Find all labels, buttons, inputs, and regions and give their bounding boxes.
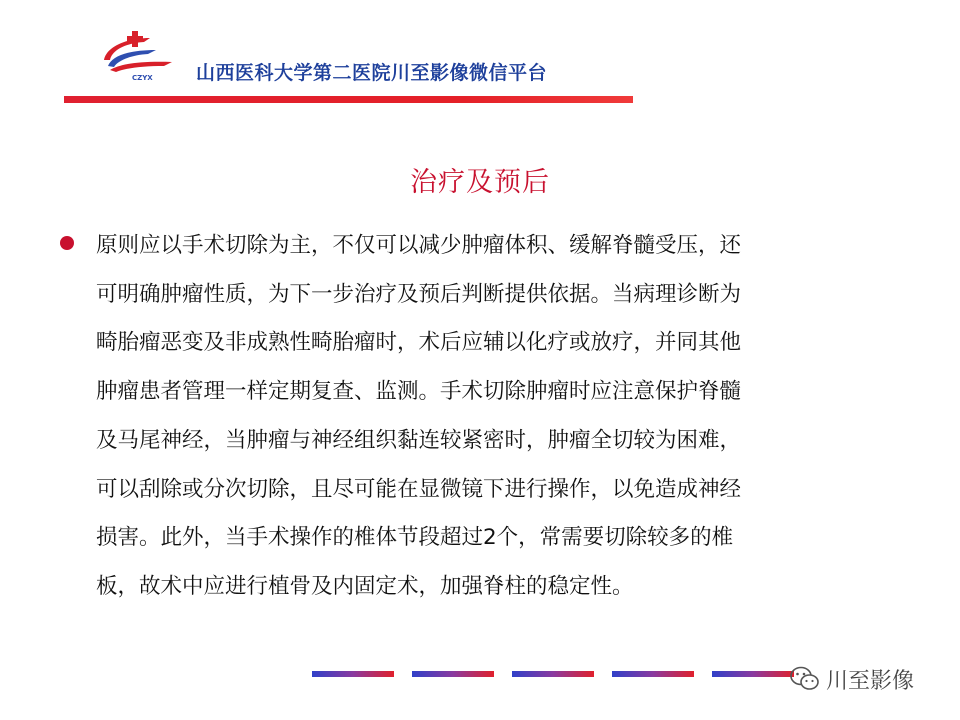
body-line: 可以刮除或分次切除，且尽可能在显微镜下进行操作，以免造成神经 xyxy=(96,476,742,502)
red-cross-icon xyxy=(127,31,143,47)
logo-text: CZYX xyxy=(132,74,153,82)
footer-bar xyxy=(612,671,694,677)
slide-title: 治疗及预后 xyxy=(410,167,550,198)
body-line: 板，故术中应进行植骨及内固定术，加强脊柱的稳定性。 xyxy=(96,573,634,599)
footer-bar xyxy=(512,671,594,677)
body-line: 及马尾神经，当肿瘤与神经组织黏连较紧密时，肿瘤全切较为困难， xyxy=(96,427,742,453)
body-line: 畸胎瘤恶变及非成熟性畸胎瘤时，术后应辅以化疗或放疗，并同其他 xyxy=(96,330,742,356)
watermark-text: 川至影像 xyxy=(826,668,915,694)
wechat-watermark xyxy=(790,662,914,696)
body-line: 可明确肿瘤性质，为下一步治疗及预后判断提供依据。当病理诊断为 xyxy=(96,281,742,307)
body-line: 原则应以手术切除为主，不仅可以减少肿瘤体积、缓解脊髓受压，还 xyxy=(96,233,742,258)
header-title: 山西医科大学第二医院川至影像微信平台 xyxy=(196,62,548,84)
body-paragraph xyxy=(96,222,898,612)
body-line: 肿瘤患者管理一样定期复查、监测。手术切除肿瘤时应注意保护脊髓 xyxy=(96,379,742,405)
body-line: 损害。此外，当手术操作的椎体节段超过2个，常需要切除较多的椎 xyxy=(96,525,734,551)
wechat-icon xyxy=(790,666,820,692)
hospital-logo xyxy=(98,30,178,82)
footer-bar xyxy=(312,671,394,677)
header-divider xyxy=(64,96,633,103)
bullet-dot-icon xyxy=(60,236,74,250)
footer-bar xyxy=(412,671,494,677)
footer-bar xyxy=(712,671,794,677)
